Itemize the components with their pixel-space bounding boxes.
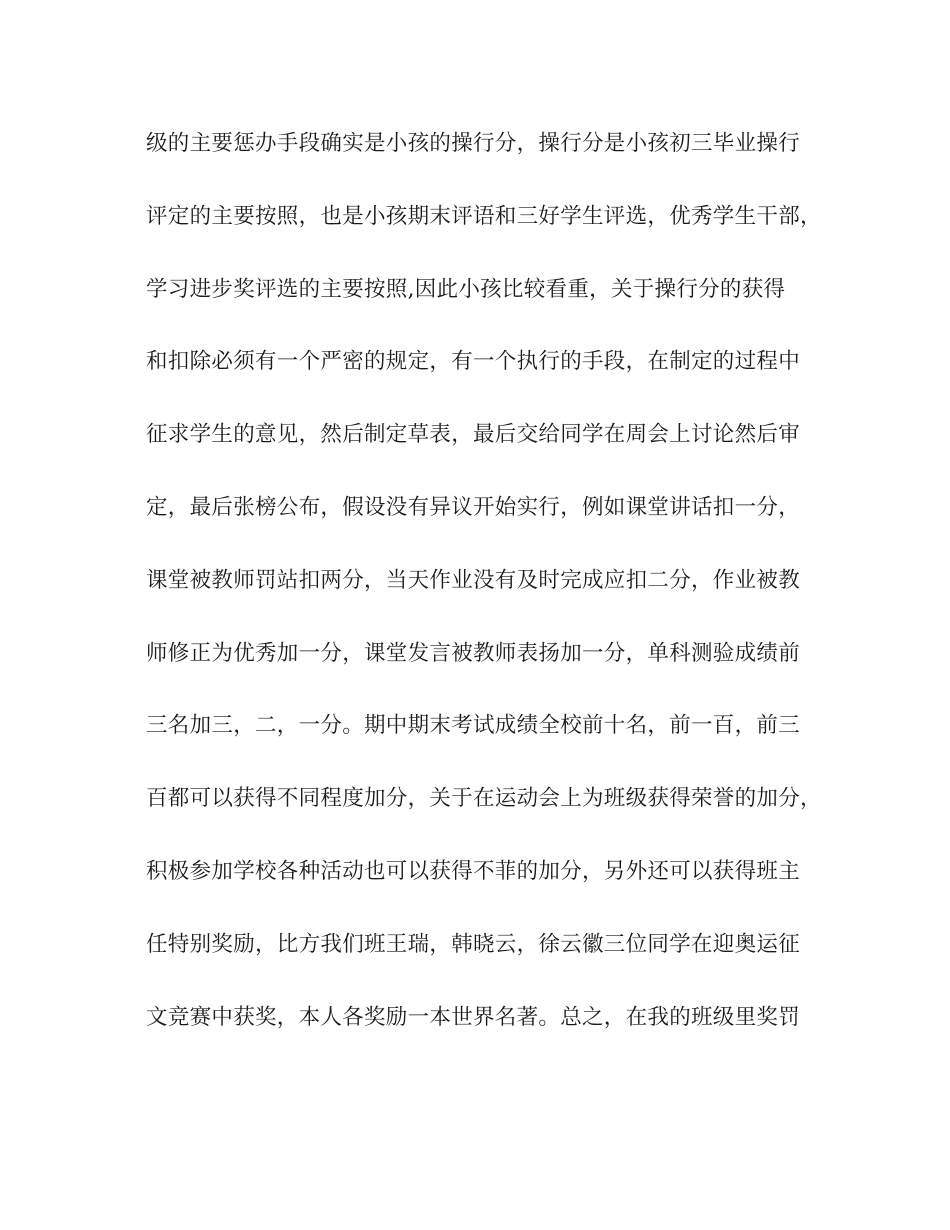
text-line: 课堂被教师罚站扣两分，当天作业没有及时完成应扣二分，作业被教 — [146, 567, 801, 593]
body-text — [146, 124, 826, 1070]
text-line: 积极参加学校各种活动也可以获得不菲的加分，另外还可以获得班主 — [146, 858, 801, 884]
text-line: 文竞赛中获奖，本人各奖励一本世界名著。总之，在我的班级里奖罚 — [146, 1004, 801, 1030]
text-line: 级的主要惩办手段确实是小孩的操行分，操行分是小孩初三毕业操行 — [146, 131, 801, 156]
text-line: 定，最后张榜公布，假设没有异议开始实行，例如课堂讲话扣一分， — [146, 494, 801, 520]
text-line: 师修正为优秀加一分，课堂发言被教师表扬加一分，单科测验成绩前 — [146, 640, 801, 666]
text-line: 评定的主要按照，也是小孩期末评语和三好学生评选，优秀学生干部， — [146, 203, 822, 229]
text-line: 三名加三，二，一分。期中期末考试成绩全校前十名，前一百，前三 — [146, 713, 801, 739]
text-line: 百都可以获得不同程度加分，关于在运动会上为班级获得荣誉的加分， — [146, 786, 822, 812]
text-line: 学习进步奖评选的主要按照,因此小孩比较看重，关于操行分的获得 — [146, 276, 786, 302]
text-line: 征求学生的意见，然后制定草表，最后交给同学在周会上讨论然后审 — [146, 422, 801, 448]
text-line: 和扣除必须有一个严密的规定，有一个执行的手段，在制定的过程中 — [146, 349, 801, 375]
text-line: 任特别奖励，比方我们班王瑞，韩晓云，徐云徽三位同学在迎奥运征 — [146, 931, 801, 957]
